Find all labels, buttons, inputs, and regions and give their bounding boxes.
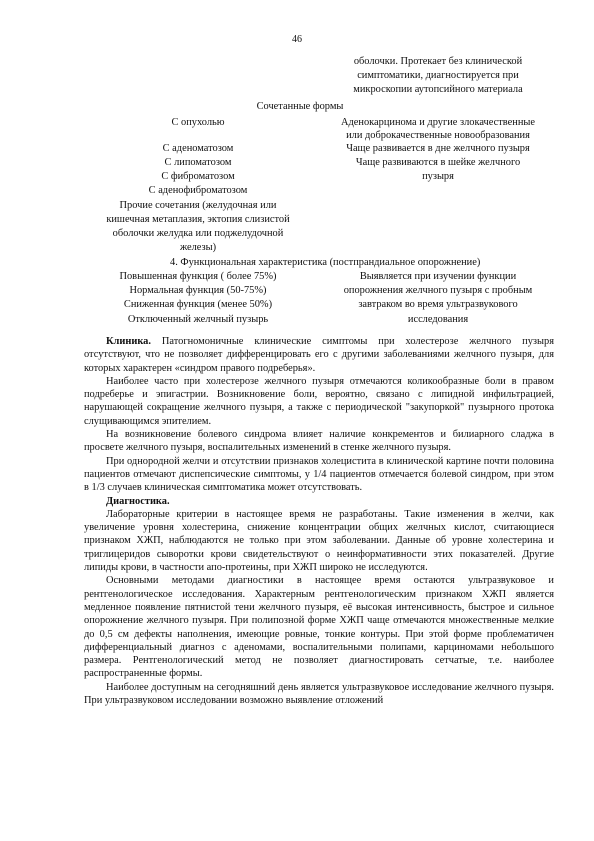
left-form-4: С липоматозом — [164, 157, 232, 168]
left-form-5: С фиброматозом — [161, 171, 235, 182]
function-left-2: Нормальная функция (50-75%) — [129, 285, 267, 296]
function-left-4: Отключенный желчный пузырь — [127, 314, 269, 325]
function-left-1: Повышенная функция ( более 75%) — [119, 271, 277, 282]
combined-forms-title: Сочетанные формы — [256, 101, 344, 112]
top-cell-line-2: симптоматики, диагностируется при — [357, 70, 519, 81]
diagnostics-heading: Диагностика. — [106, 495, 170, 507]
clinic-label: Клиника. — [106, 336, 151, 347]
right-form-5: пузыря — [422, 171, 454, 182]
right-form-2: или доброкачественные новообразования — [346, 130, 530, 141]
paragraph-3: На возникновение болевого синдрома влияет наличие конкрементов и билиарного сладжа в просвете желчного пузыря, воспалительных изменений в стенке желчного пузыря. — [84, 429, 554, 454]
right-form-4: Чаще развиваются в шейке желчного — [355, 157, 521, 168]
paragraph-4: При однородной желчи и отсутствии признаков холецистита в клинической картине почти половина пациентов отмечают диспепсические симптомы, у 1/4 пациентов отмечается болевой синдром, при этом в 1/3 случаев клиническая симптоматика может отсутствовать. — [84, 455, 554, 494]
top-cell-line-1: оболочки. Протекает без клинической — [353, 56, 523, 67]
left-form-8: кишечная метаплазия, эктопия слизистой — [106, 214, 290, 225]
function-right-2: опорожнения желчного пузыря с пробным — [343, 285, 533, 296]
functional-heading: 4. Функциональная характеристика (постпрандиальное опорожнение) — [170, 257, 481, 268]
paragraph-5: Лабораторные критерии в настоящее время не разработаны. Такие изменения в желчи, как увеличение уровня холестерина, снижение концентрации общих желчных кислот, считающиеся признаком ХЖП, наблюдаются не только при этом заболевании. Данные об уровне холестерина и триглицеридов сыворотки крови свидетельствуют о неинформативности этих показателей. Другие липиды крови, в частности апо-протеины, при ХЖП широко не исследуются. — [84, 508, 554, 574]
clinic-text: Патогномоничные клинические симптомы при холестерозе желчного пузыря отсутствуют, что не позволяет дифференцировать его с другими заболеваниями желчного пузыря, для которых характерен «синдром правого подреберья». — [84, 336, 554, 374]
page-number: 46 — [292, 34, 302, 45]
function-left-3: Сниженная функция (менее 50%) — [123, 299, 273, 310]
left-form-9: оболочки желудка или поджелудочной — [112, 228, 284, 239]
left-form-6: С аденофиброматозом — [148, 185, 248, 196]
left-form-3: С аденоматозом — [162, 143, 234, 154]
paragraph-6: Основными методами диагностики в настоящее время остаются ультразвуковое и рентгенологическое исследования. Характерным рентгенологическим признаком ХЖП является медленное появление пятнистой тени желчного пузыря, её высокая интенсивность, быстрое и сильное опорожнение желчного пузыря. При полипозной форме ХЖП чаще отмечаются множественные мелкие до 0,5 см дефекты наполнения, имеющие ровные, тонкие контуры. При этой форме проблематичен дифференциальный диагноз с аденомами, воспалительными полипами, карциномами небольшого размера. Рентгенологический метод не позволяет диагностировать сетчатые, т.е. наиболее распространенные формы. — [84, 575, 554, 680]
clinic-paragraph — [84, 335, 554, 375]
right-form-1: Аденокарцинома и другие злокачественные — [341, 117, 535, 128]
top-cell-line-3: микроскопии аутопсийного материала — [353, 84, 523, 95]
left-form-7: Прочие сочетания (желудочная или — [119, 200, 277, 211]
left-form-1: С опухолью — [171, 117, 225, 128]
left-form-10: железы) — [179, 242, 217, 253]
function-right-4: исследования — [407, 314, 469, 325]
paragraph-2: Наиболее часто при холестерозе желчного пузыря отмечаются коликообразные боли в правом подреберье и эпигастрии. Возникновение боли, вероятно, связано с липидной инфильтрацией, нарушающей сокращение желчного пузыря, а также с периодической "закупоркой" пузырного протока слущивающимся эпителием. — [84, 375, 554, 427]
function-right-1: Выявляется при изучении функции — [359, 271, 517, 282]
body-text — [84, 335, 554, 707]
function-right-3: завтраком во время ультразвукового — [358, 299, 518, 310]
paragraph-7: Наиболее доступным на сегодняшний день является ультразвуковое исследование желчного пузыря. При ультразвуковом исследовании возможно выявление отложений — [84, 681, 554, 707]
right-form-3: Чаще развивается в дне желчного пузыря — [346, 143, 530, 154]
